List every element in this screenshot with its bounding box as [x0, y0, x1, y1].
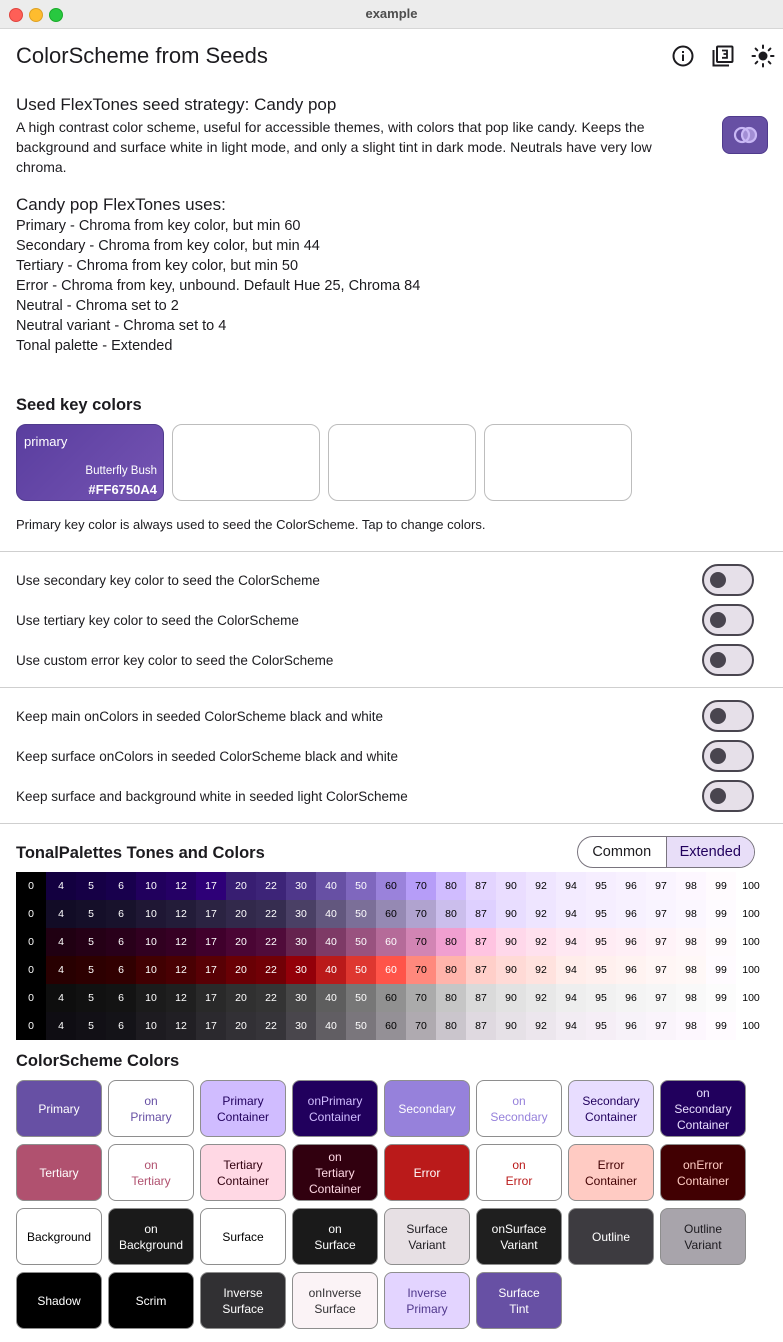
scheme-color-card[interactable] [476, 1144, 562, 1201]
secondary-seed-card[interactable] [172, 424, 320, 501]
tone-cell[interactable]: 10 [136, 1012, 166, 1040]
window-titlebar [0, 0, 783, 29]
tone-cell[interactable]: 70 [406, 928, 436, 956]
tone-cell[interactable]: 40 [316, 928, 346, 956]
scheme-color-label: Surface Tint [498, 1285, 540, 1316]
scheme-color-label: Tertiary [39, 1165, 79, 1180]
scheme-color-card[interactable] [384, 1080, 470, 1137]
scheme-color-label: on Background [118, 1221, 184, 1252]
tone-cell[interactable]: 97 [646, 928, 676, 956]
tone-cell[interactable]: 94 [556, 1012, 586, 1040]
page-title: ColorScheme from Seeds [16, 43, 268, 68]
tone-cell[interactable]: 40 [316, 872, 346, 900]
tone-cell[interactable]: 96 [616, 956, 646, 984]
surface-white-switch[interactable] [702, 780, 754, 812]
tone-cell[interactable]: 12 [166, 928, 196, 956]
tone-cell[interactable]: 100 [736, 984, 766, 1012]
segment-extended[interactable]: Extended [666, 837, 755, 867]
tone-cell[interactable]: 96 [616, 900, 646, 928]
scheme-color-card[interactable] [660, 1144, 746, 1201]
tone-cell[interactable]: 99 [706, 956, 736, 984]
seed-hint: Primary key color is always used to seed the ColorScheme. Tap to change colors. [16, 517, 486, 532]
tone-cell[interactable]: 99 [706, 872, 736, 900]
tone-cell[interactable]: 80 [436, 984, 466, 1012]
tone-cell[interactable]: 6 [106, 900, 136, 928]
tone-cell[interactable]: 95 [586, 956, 616, 984]
error-seed-card[interactable] [484, 424, 632, 501]
scheme-color-label: Surface [222, 1229, 264, 1244]
scheme-color-label: on Tertiary [131, 1157, 171, 1188]
tone-cell[interactable]: 4 [46, 928, 76, 956]
tone-cell[interactable]: 20 [226, 900, 256, 928]
seed-label: primary [24, 434, 68, 449]
scheme-color-card[interactable] [660, 1208, 746, 1265]
scheme-color-card[interactable] [476, 1272, 562, 1329]
tone-cell[interactable]: 0 [16, 956, 46, 984]
tone-cell[interactable]: 98 [676, 956, 706, 984]
tone-cell[interactable]: 97 [646, 956, 676, 984]
tone-cell[interactable]: 12 [166, 1012, 196, 1040]
tone-cell[interactable]: 6 [106, 872, 136, 900]
tone-cell[interactable]: 22 [256, 1012, 286, 1040]
tone-cell[interactable]: 96 [616, 984, 646, 1012]
tone-cell[interactable]: 4 [46, 984, 76, 1012]
tone-cell[interactable]: 96 [616, 872, 646, 900]
seed-color-name: Butterfly Bush [85, 465, 157, 477]
tone-cell[interactable]: 5 [76, 928, 106, 956]
uses-item: Neutral variant - Chroma set to 4 [16, 318, 227, 334]
tone-cell[interactable]: 12 [166, 872, 196, 900]
segment-common[interactable]: Common [592, 844, 652, 860]
scheme-color-card[interactable] [292, 1080, 378, 1137]
tonal-palettes-title: TonalPalettes Tones and Colors [16, 844, 265, 862]
tone-cell[interactable]: 87 [466, 956, 496, 984]
tone-cell[interactable]: 4 [46, 956, 76, 984]
tone-cell[interactable]: 99 [706, 928, 736, 956]
tone-cell[interactable]: 98 [676, 872, 706, 900]
tone-cell[interactable]: 95 [586, 928, 616, 956]
primary-seed-card[interactable] [16, 424, 164, 501]
scheme-color-card[interactable] [568, 1080, 654, 1137]
scheme-color-label: Error [413, 1165, 441, 1180]
switch-label: Use tertiary key color to seed the ColorScheme [16, 613, 299, 628]
tone-cell[interactable]: 40 [316, 984, 346, 1012]
tone-cell[interactable]: 97 [646, 1012, 676, 1040]
tone-cell[interactable]: 4 [46, 900, 76, 928]
scheme-color-label: Inverse Primary [406, 1285, 448, 1316]
tone-cell[interactable]: 17 [196, 956, 226, 984]
tone-cell[interactable]: 92 [526, 956, 556, 984]
scheme-color-label: on Secondary [490, 1093, 548, 1124]
switch-label: Keep surface onColors in seeded ColorScheme black and white [16, 749, 398, 764]
tone-cell[interactable]: 50 [346, 984, 376, 1012]
uses-item: Primary - Chroma from key color, but min 60 [16, 218, 301, 234]
tone-cell[interactable]: 70 [406, 1012, 436, 1040]
tone-cell[interactable]: 50 [346, 1012, 376, 1040]
scheme-color-label: Tertiary Container [216, 1157, 270, 1188]
tone-cell[interactable]: 10 [136, 984, 166, 1012]
scheme-color-label: Secondary Container [582, 1093, 640, 1124]
scheme-color-card[interactable] [292, 1272, 378, 1329]
tone-cell[interactable]: 94 [556, 872, 586, 900]
tone-cell[interactable]: 12 [166, 900, 196, 928]
tone-cell[interactable]: 22 [256, 872, 286, 900]
scheme-color-card[interactable] [384, 1208, 470, 1265]
tone-cell[interactable]: 87 [466, 1012, 496, 1040]
tone-cell[interactable]: 95 [586, 984, 616, 1012]
tone-cell[interactable]: 97 [646, 872, 676, 900]
tone-cell[interactable]: 6 [106, 1012, 136, 1040]
main-oncolors-bw-switch[interactable] [702, 700, 754, 732]
contrast-circles-icon [723, 117, 767, 153]
tone-cell[interactable]: 90 [496, 1012, 526, 1040]
tone-cell[interactable]: 92 [526, 928, 556, 956]
tone-cell[interactable]: 5 [76, 872, 106, 900]
filter-3-icon[interactable] [711, 44, 735, 68]
tone-cell[interactable]: 97 [646, 984, 676, 1012]
tone-cell[interactable]: 30 [286, 872, 316, 900]
tone-cell[interactable]: 100 [736, 872, 766, 900]
tone-cell[interactable]: 87 [466, 928, 496, 956]
scheme-color-card[interactable] [200, 1080, 286, 1137]
tone-cell[interactable]: 12 [166, 984, 196, 1012]
scheme-color-card[interactable] [16, 1144, 102, 1201]
tone-cell[interactable]: 22 [256, 928, 286, 956]
scheme-color-card[interactable] [108, 1208, 194, 1265]
tone-cell[interactable]: 90 [496, 872, 526, 900]
tone-cell[interactable]: 17 [196, 928, 226, 956]
tone-cell[interactable]: 70 [406, 872, 436, 900]
tone-cell[interactable]: 96 [616, 1012, 646, 1040]
tone-cell[interactable]: 70 [406, 900, 436, 928]
scheme-color-label: Inverse Surface [222, 1285, 264, 1316]
tone-cell[interactable]: 0 [16, 872, 46, 900]
tone-cell[interactable]: 50 [346, 928, 376, 956]
palette-segmented-button [577, 836, 755, 868]
scheme-color-card[interactable] [292, 1144, 378, 1201]
tone-cell[interactable]: 17 [196, 1012, 226, 1040]
info-icon[interactable] [671, 44, 695, 68]
tone-cell[interactable]: 92 [526, 872, 556, 900]
tone-cell[interactable]: 92 [526, 900, 556, 928]
scheme-color-card[interactable] [108, 1080, 194, 1137]
tone-cell[interactable]: 5 [76, 1012, 106, 1040]
divider [0, 823, 783, 824]
scheme-color-label: Primary [38, 1101, 80, 1116]
scheme-color-label: on Primary [130, 1093, 172, 1124]
tone-cell[interactable]: 0 [16, 928, 46, 956]
tone-cell[interactable]: 99 [706, 1012, 736, 1040]
scheme-color-card[interactable] [108, 1272, 194, 1329]
tone-cell[interactable]: 98 [676, 928, 706, 956]
tone-cell[interactable]: 10 [136, 928, 166, 956]
scheme-color-card[interactable] [200, 1144, 286, 1201]
tone-cell[interactable]: 99 [706, 900, 736, 928]
tone-cell[interactable]: 60 [376, 956, 406, 984]
scheme-colors-title: ColorScheme Colors [16, 1052, 180, 1070]
scheme-color-label: onSurface Variant [491, 1221, 547, 1252]
tone-cell[interactable]: 98 [676, 900, 706, 928]
tone-cell[interactable]: 70 [406, 984, 436, 1012]
tone-cell[interactable]: 20 [226, 1012, 256, 1040]
tone-cell[interactable]: 17 [196, 984, 226, 1012]
scheme-color-label: Background [26, 1229, 92, 1244]
tone-cell[interactable]: 80 [436, 928, 466, 956]
scheme-color-card[interactable] [568, 1144, 654, 1201]
tone-cell[interactable]: 22 [256, 900, 286, 928]
tone-cell[interactable]: 40 [316, 900, 346, 928]
scheme-color-card[interactable] [476, 1080, 562, 1137]
tone-cell[interactable]: 60 [376, 928, 406, 956]
uses-item: Neutral - Chroma set to 2 [16, 298, 179, 314]
tone-cell[interactable]: 17 [196, 900, 226, 928]
tone-cell[interactable]: 80 [436, 872, 466, 900]
uses-item: Secondary - Chroma from key color, but min 44 [16, 238, 320, 254]
scheme-color-label: on Error [505, 1157, 533, 1188]
use-error-switch[interactable] [702, 644, 754, 676]
uses-heading: Candy pop FlexTones uses: [16, 195, 226, 214]
scheme-color-label: onError Container [676, 1157, 730, 1188]
tone-cell[interactable]: 60 [376, 984, 406, 1012]
tone-cell[interactable]: 50 [346, 900, 376, 928]
tone-cell[interactable]: 95 [586, 872, 616, 900]
scheme-color-label: on Tertiary Container [308, 1149, 362, 1196]
scheme-color-label: Outline [591, 1229, 631, 1244]
scheme-color-card[interactable] [16, 1208, 102, 1265]
tone-cell[interactable]: 100 [736, 928, 766, 956]
uses-item: Tertiary - Chroma from key color, but min 50 [16, 258, 299, 274]
tone-cell[interactable]: 6 [106, 984, 136, 1012]
scheme-color-label: Scrim [135, 1293, 167, 1308]
tone-cell[interactable]: 30 [286, 900, 316, 928]
tone-cell[interactable]: 90 [496, 900, 526, 928]
tone-cell[interactable]: 97 [646, 900, 676, 928]
tone-cell[interactable]: 4 [46, 1012, 76, 1040]
seed-strategy-button[interactable] [722, 116, 768, 154]
tone-cell[interactable]: 90 [496, 956, 526, 984]
divider [0, 687, 783, 688]
scheme-color-card[interactable] [200, 1208, 286, 1265]
tone-cell[interactable]: 30 [286, 984, 316, 1012]
uses-item: Error - Chroma from key, unbound. Default Hue 25, Chroma 84 [16, 278, 421, 294]
tone-cell[interactable]: 94 [556, 956, 586, 984]
tone-cell[interactable]: 5 [76, 984, 106, 1012]
tone-cell[interactable]: 60 [376, 1012, 406, 1040]
tone-cell[interactable]: 5 [76, 900, 106, 928]
uses-item: Tonal palette - Extended [16, 338, 173, 354]
scheme-color-label: Outline Variant [683, 1221, 723, 1252]
tone-cell[interactable]: 20 [226, 984, 256, 1012]
tone-cell[interactable]: 92 [526, 1012, 556, 1040]
tone-cell[interactable]: 30 [286, 928, 316, 956]
tone-cell[interactable]: 98 [676, 1012, 706, 1040]
tone-cell[interactable]: 50 [346, 956, 376, 984]
switch-label: Keep main onColors in seeded ColorScheme black and white [16, 709, 383, 724]
scheme-color-card[interactable] [16, 1080, 102, 1137]
scheme-color-card[interactable] [292, 1208, 378, 1265]
scheme-color-label: onPrimary Container [307, 1093, 363, 1124]
scheme-color-label: on Secondary Container [674, 1085, 732, 1132]
switch-label: Use secondary key color to seed the ColorScheme [16, 573, 320, 588]
tone-cell[interactable]: 95 [586, 1012, 616, 1040]
scheme-color-card[interactable] [660, 1080, 746, 1137]
tone-cell[interactable]: 30 [286, 1012, 316, 1040]
tone-cell[interactable]: 4 [46, 872, 76, 900]
tone-cell[interactable]: 17 [196, 872, 226, 900]
scheme-color-card[interactable] [476, 1208, 562, 1265]
tone-cell[interactable]: 40 [316, 1012, 346, 1040]
use-secondary-switch[interactable] [702, 564, 754, 596]
tone-cell[interactable]: 12 [166, 956, 196, 984]
tone-cell[interactable]: 94 [556, 984, 586, 1012]
tone-cell[interactable]: 30 [286, 956, 316, 984]
tone-cell[interactable]: 96 [616, 928, 646, 956]
tone-cell[interactable]: 70 [406, 956, 436, 984]
strategy-description: A high contrast color scheme, useful for accessible themes, with colors that pop like candy. Keeps the background and surface white in light mode, and only a slight tint in dark mode. Neutrals have very low chroma. [16, 119, 652, 175]
scheme-color-label: Error Container [584, 1157, 638, 1188]
scheme-color-label: Secondary [398, 1101, 456, 1116]
tone-cell[interactable]: 87 [466, 900, 496, 928]
divider [0, 551, 783, 552]
tone-cell[interactable]: 6 [106, 956, 136, 984]
tone-cell[interactable]: 60 [376, 872, 406, 900]
tone-cell[interactable]: 40 [316, 956, 346, 984]
tone-cell[interactable]: 99 [706, 984, 736, 1012]
tone-cell[interactable]: 94 [556, 900, 586, 928]
scheme-color-card[interactable] [16, 1272, 102, 1329]
seed-color-hex: #FF6750A4 [88, 482, 157, 497]
tone-cell[interactable]: 0 [16, 984, 46, 1012]
tertiary-seed-card[interactable] [328, 424, 476, 501]
tone-cell[interactable]: 5 [76, 956, 106, 984]
tone-cell[interactable]: 100 [736, 1012, 766, 1040]
switch-label: Keep surface and background white in seeded light ColorScheme [16, 789, 408, 804]
scheme-color-label: on Surface [314, 1221, 356, 1252]
tone-cell[interactable]: 87 [466, 872, 496, 900]
tone-cell[interactable]: 10 [136, 872, 166, 900]
tone-cell[interactable]: 92 [526, 984, 556, 1012]
scheme-color-label: Primary Container [216, 1093, 270, 1124]
scheme-color-card[interactable] [200, 1272, 286, 1329]
tone-cell[interactable]: 20 [226, 872, 256, 900]
scheme-color-label: onInverse Surface [308, 1285, 362, 1316]
tone-cell[interactable]: 10 [136, 956, 166, 984]
tone-cell[interactable]: 0 [16, 900, 46, 928]
tone-cell[interactable]: 80 [436, 956, 466, 984]
scheme-color-label: Surface Variant [406, 1221, 448, 1252]
tone-cell[interactable]: 90 [496, 984, 526, 1012]
window-title: example [365, 6, 418, 21]
tone-cell[interactable]: 100 [736, 956, 766, 984]
tone-cell[interactable]: 60 [376, 900, 406, 928]
tone-cell[interactable]: 87 [466, 984, 496, 1012]
tone-cell[interactable]: 80 [436, 900, 466, 928]
scheme-color-card[interactable] [384, 1144, 470, 1201]
use-tertiary-switch[interactable] [702, 604, 754, 636]
tone-cell[interactable]: 22 [256, 956, 286, 984]
scheme-color-label: Shadow [37, 1293, 81, 1308]
tone-cell[interactable]: 90 [496, 928, 526, 956]
scheme-color-card[interactable] [108, 1144, 194, 1201]
surface-oncolors-bw-switch[interactable] [702, 740, 754, 772]
scheme-color-card[interactable] [384, 1272, 470, 1329]
light-mode-icon[interactable] [751, 44, 775, 68]
tone-cell[interactable]: 98 [676, 984, 706, 1012]
tone-cell[interactable]: 6 [106, 928, 136, 956]
tone-cell[interactable]: 94 [556, 928, 586, 956]
tone-cell[interactable]: 95 [586, 900, 616, 928]
tone-cell[interactable]: 10 [136, 900, 166, 928]
tone-cell[interactable]: 50 [346, 872, 376, 900]
tone-cell[interactable]: 0 [16, 1012, 46, 1040]
strategy-heading: Used FlexTones seed strategy: Candy pop [16, 95, 337, 114]
seed-colors-title: Seed key colors [16, 396, 142, 414]
switch-label: Use custom error key color to seed the ColorScheme [16, 653, 334, 668]
tone-cell[interactable]: 80 [436, 1012, 466, 1040]
tone-cell[interactable]: 100 [736, 900, 766, 928]
tone-cell[interactable]: 20 [226, 956, 256, 984]
scheme-color-card[interactable] [568, 1208, 654, 1265]
tone-cell[interactable]: 20 [226, 928, 256, 956]
tone-cell[interactable]: 22 [256, 984, 286, 1012]
